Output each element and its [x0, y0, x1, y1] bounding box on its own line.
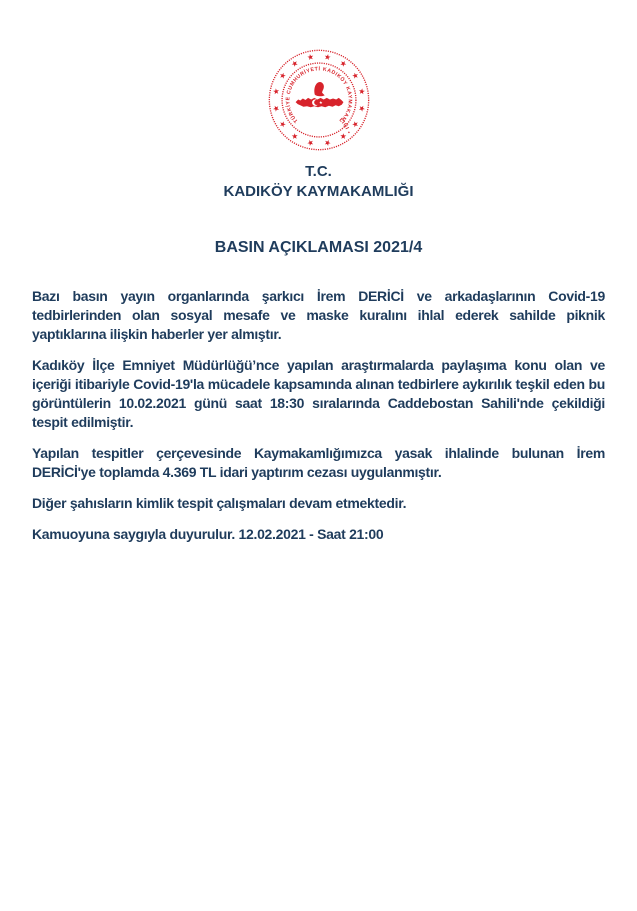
org-line-institution: KADIKÖY KAYMAKAMLIĞI: [223, 183, 414, 200]
ataturk-bust-icon: [314, 82, 324, 96]
paragraph-identification-ongoing: Diğer şahısların kimlik tespit çalışmaları devam etmektedir.: [32, 495, 407, 511]
page-title: BASIN AÇIKLAMASI 2021/4: [214, 239, 423, 256]
paragraph-news-reports: Bazı basın yayın organlarında şarkıcı İrem DERİCİ ve arkadaşlarının Covid-19 tedbirlerinden olan sosyal mesafe ve maske kuralını ihlal ederek sahilde piknik yaptıklarına ilişkin haberler yer almıştır.: [32, 288, 605, 342]
star-icon: [306, 140, 313, 147]
paragraph-fine-imposed: Yapılan tespitler çerçevesinde Kaymakamlığımızca yasak ihlalinde bulunan İrem DERİCİ'ye toplamda 4.369 TL idari yaptırım cezası uygulanmıştır.: [32, 445, 605, 480]
star-icon: [290, 59, 298, 67]
org-line-republic: T.C.: [305, 163, 332, 180]
turkey-map-icon: [295, 98, 343, 107]
star-icon: [272, 88, 279, 95]
seal-circular-text: TÜRKİYE CUMHURİYETİ KADIKÖY KAYMAKAMLIĞI •: [284, 66, 353, 135]
star-icon: [278, 72, 286, 80]
star-icon: [278, 120, 286, 128]
press-release-body: [32, 287, 605, 544]
star-icon: [324, 140, 331, 147]
star-icon: [290, 133, 298, 141]
star-icon: [358, 105, 365, 112]
paragraph-police-investigation: Kadıköy İlçe Emniyet Müdürlüğü’nce yapılan araştırmalarda paylaşıma konu olan ve içeriği itibariyle Covid-19'la mücadele kapsamında alınan tedbirlere aykırılık teşkil eden bu görüntülerin 10.02.2021 günü saat 18:30 sıralarında Caddebostan Sahili'nde çekildiği tespit edilmiştir.: [32, 357, 605, 430]
org-name-block: [0, 162, 637, 202]
paragraph-public-announcement: Kamuoyuna saygıyla duyurulur. 12.02.2021 - Saat 21:00: [32, 526, 384, 542]
star-icon: [324, 54, 331, 61]
star-icon: [351, 72, 359, 80]
governorship-seal-icon: [267, 48, 371, 152]
seal-svg: [267, 48, 371, 152]
star-icon: [339, 59, 347, 67]
star-icon: [351, 120, 359, 128]
star-icon: [272, 105, 279, 112]
star-icon: [306, 54, 313, 61]
star-icon: [358, 88, 365, 95]
